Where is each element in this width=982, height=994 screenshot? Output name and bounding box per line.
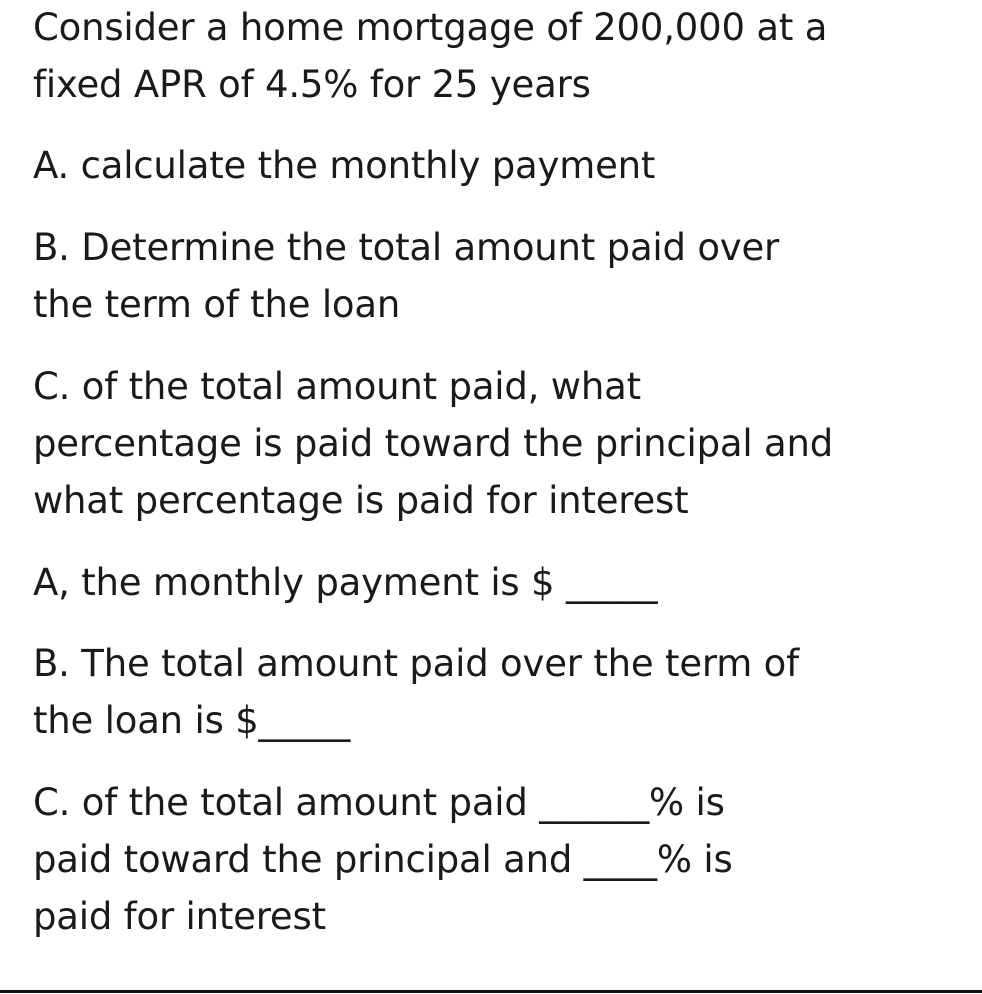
part-b-question-line-2: the term of the loan <box>33 283 401 326</box>
intro-line-2: fixed APR of 4.5% for 25 years <box>33 63 591 106</box>
part-c-question-line-1: C. of the total amount paid, what <box>33 365 641 408</box>
answer-c-interest-blank: paid toward the principal and ____% is <box>33 838 733 881</box>
intro-line-1: Consider a home mortgage of 200,000 at a <box>33 6 828 49</box>
part-c-question-line-2: percentage is paid toward the principal and <box>33 422 834 465</box>
answer-c-principal-blank: C. of the total amount paid ______% is <box>33 781 725 824</box>
part-a-question: A. calculate the monthly payment <box>33 144 656 187</box>
part-b-question-line-1: B. Determine the total amount paid over <box>33 226 780 269</box>
part-c-question-line-3: what percentage is paid for interest <box>33 479 689 522</box>
answer-a-blank: A, the monthly payment is $ _____ <box>33 561 658 604</box>
answer-c-line-3: paid for interest <box>33 895 326 938</box>
bottom-divider <box>0 990 982 993</box>
answer-b-line-1: B. The total amount paid over the term of <box>33 642 799 685</box>
answer-b-blank: the loan is $_____ <box>33 699 351 742</box>
